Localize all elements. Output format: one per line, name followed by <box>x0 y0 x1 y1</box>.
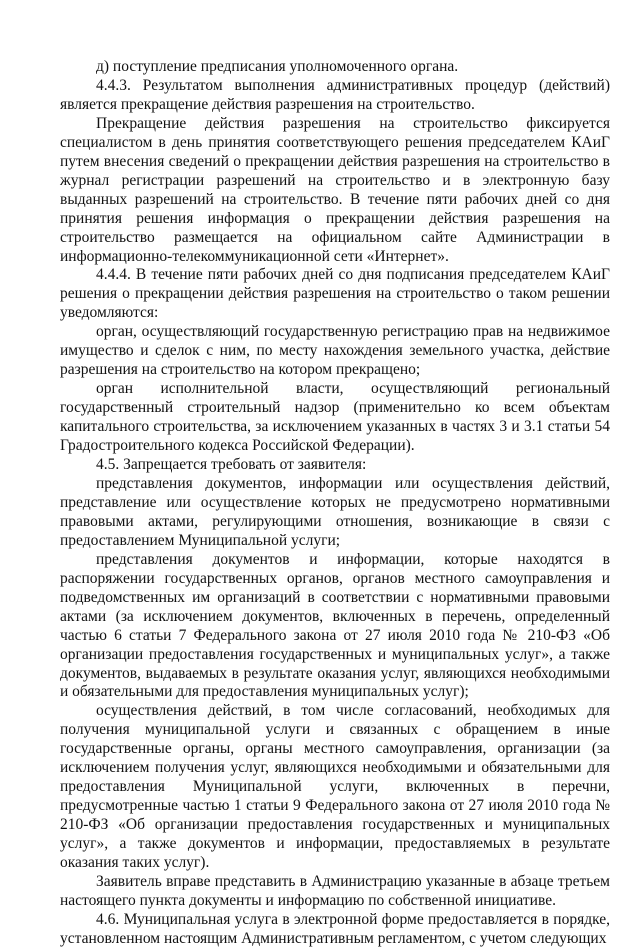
document-page <box>60 58 610 949</box>
paragraph-4-4-3: 4.4.3. Результатом выполнения административных процедур (действий) является прекращение действия разрешения на строительство. <box>60 76 610 113</box>
paragraph-prohibition-approvals: осуществления действий, в том числе согласований, необходимых для получения муниципальной услуги и связанных с обращением в иные государственные органы, органы местного самоуправления, организации (за исключением получения услуг, являющихся необходимыми и обязательными для предоставления Муниципальной услуги, включенных в перечни, предусмотренные частью 1 статьи 9 Федерального закона от 27 июля 2010 года № 210-ФЗ «Об организации предоставления государственных и муниципальных услуг», а также документов и информации, предоставляемых в результате оказания таких услуг). <box>60 702 610 872</box>
paragraph-4-4-4: 4.4.4. В течение пяти рабочих дней со дня подписания председателем КАиГ решения о прекращении действия разрешения на строительство о таком решении уведомляются: <box>60 266 610 322</box>
paragraph-prohibition-documents-actions: представления документов, информации или осуществления действий, представление или осуществление которых не предусмотрено нормативными правовыми актами, регулирующими отношения, возникающие в связи с предоставлением Муниципальной услуги; <box>60 474 610 549</box>
paragraph-revocation-order: д) поступление предписания уполномоченного органа. <box>96 58 459 75</box>
paragraph-registration-authority: орган, осуществляющий государственную регистрацию прав на недвижимое имущество и сделок с ним, по месту нахождения земельного участка, действие разрешения на строительство на котором прекращено; <box>60 323 610 379</box>
paragraph-applicant-right: Заявитель вправе представить в Администрацию указанные в абзаце третьем настоящего пункта документы и информацию по собственной инициативе. <box>60 872 610 909</box>
paragraph-4-5: 4.5. Запрещается требовать от заявителя: <box>96 456 367 474</box>
paragraph-executive-authority: орган исполнительной власти, осуществляющий региональный государственный строительный надзор (применительно ко всем объектам капитального строительства, за исключением указанных в частях 3 и 3.1 статьи 54 Градостроительного кодекса Российской Федерации). <box>60 380 610 455</box>
paragraph-revocation-recording: Прекращение действия разрешения на строительство фиксируется специалистом в день принятия соответствующего решения председателем КАиГ путем внесения сведений о прекращении действия разрешения на строительство в журнал регистрации разрешений на строительство и в электронную базу выданных разрешений на строительство. В течение пяти рабочих дней со дня принятия решения информация о прекращении действия разрешения на строительство размещается на официальном сайте Администрации в информационно-телекоммуникационной сети «Интернет». <box>60 114 610 265</box>
paragraph-prohibition-documents-in-possession: представления документов и информации, которые находятся в распоряжении государственных органов, органов местного самоуправления и подведомственных им организаций в соответствии с нормативными правовыми актами (за исключением документов, включенных в перечень, определенный частью 6 статьи 7 Федерального закона от 27 июля 2010 года № 210-ФЗ «Об организации предоставления государственных и муниципальных услуг», а также документов, выдаваемых в результате оказания услуг, являющихся необходимыми и обязательными для предоставления муниципальных услуг); <box>60 550 610 701</box>
paragraph-4-6: 4.6. Муниципальная услуга в электронной форме предоставляется в порядке, установленном настоящим Административным регламентом, с учетом следующих <box>60 910 610 947</box>
